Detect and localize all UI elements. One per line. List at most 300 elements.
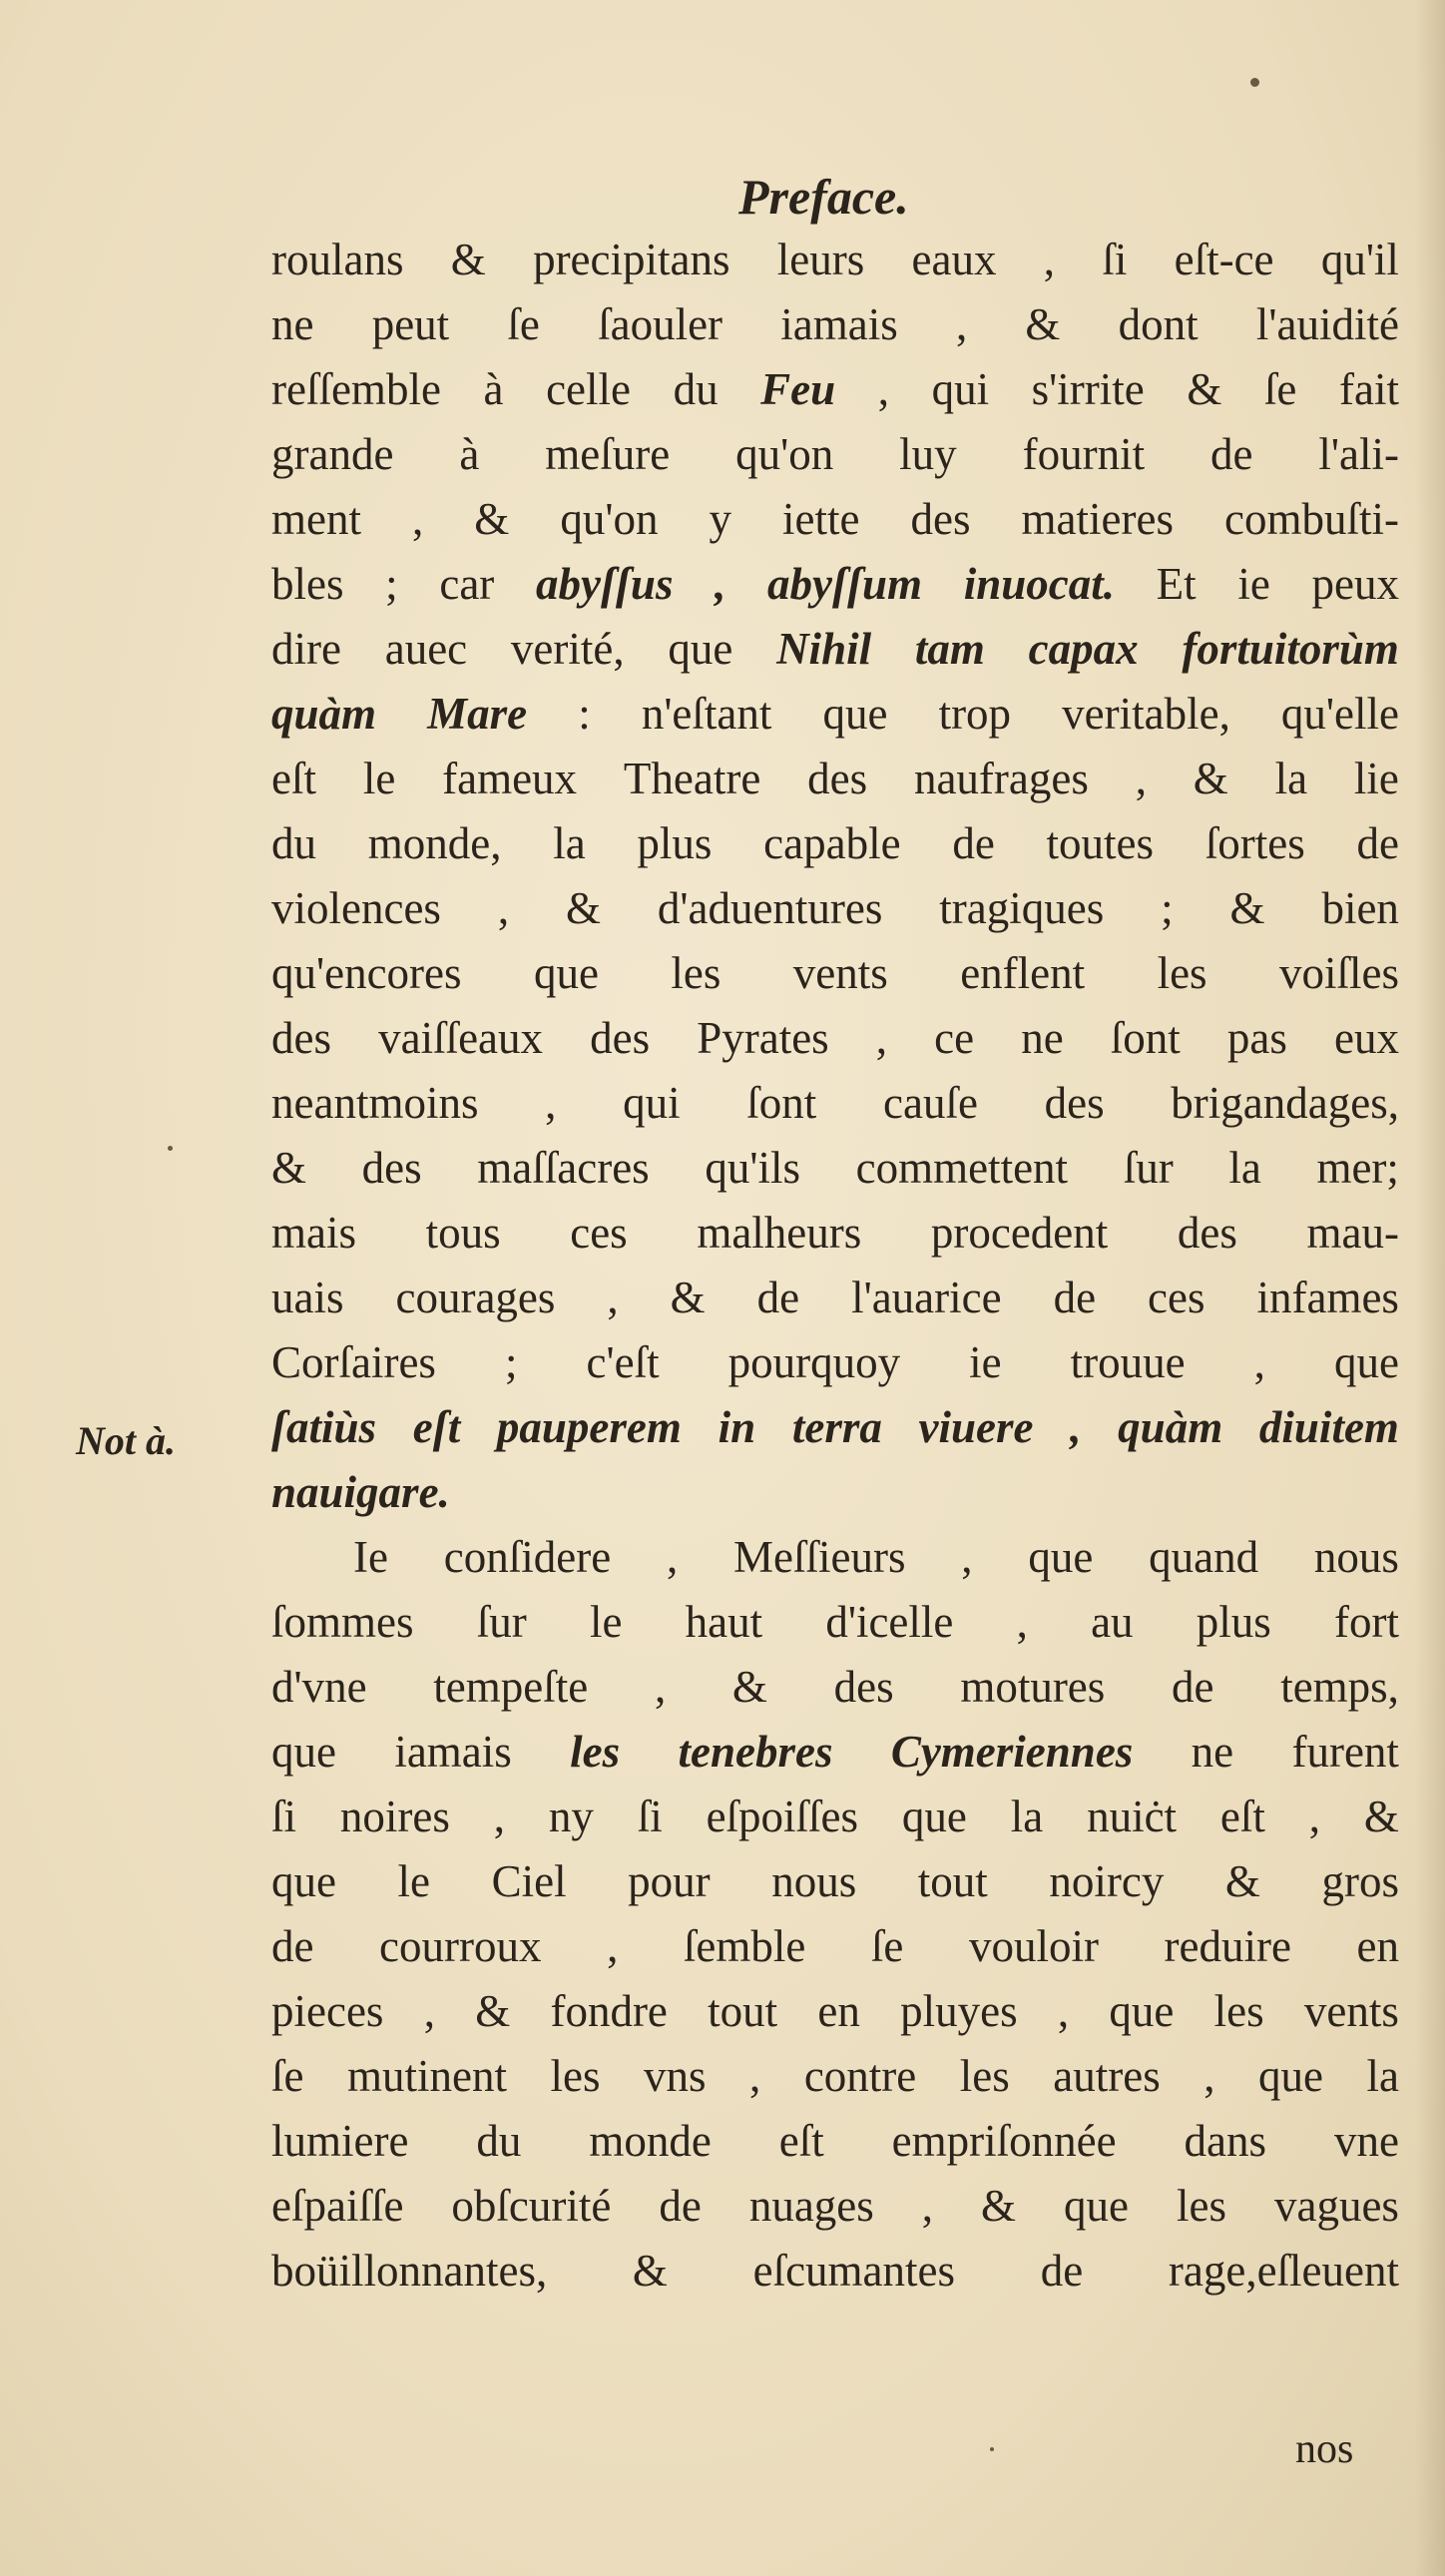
word: mais xyxy=(271,1208,356,1258)
word: les xyxy=(1157,948,1207,998)
word: eux xyxy=(1333,1013,1399,1063)
word: vns xyxy=(644,2051,707,2101)
word: ſe xyxy=(507,299,540,349)
word: de xyxy=(1356,818,1399,868)
word: & xyxy=(271,1143,307,1193)
word: les xyxy=(959,2051,1010,2101)
word: Ie xyxy=(353,1532,388,1582)
text-line xyxy=(271,2174,1399,2239)
word: & xyxy=(475,1986,511,2036)
word: leurs xyxy=(776,235,865,284)
word: des xyxy=(910,494,971,544)
word: naufrages xyxy=(913,754,1089,803)
word: de xyxy=(952,818,995,868)
word: enflent xyxy=(960,948,1086,998)
word: ſi xyxy=(637,1792,663,1841)
word: vouloir xyxy=(968,1921,1099,1971)
word: conſidere xyxy=(443,1532,612,1582)
word: tam xyxy=(914,624,985,674)
word: Pyrates xyxy=(697,1013,829,1063)
text-line xyxy=(271,1330,1399,1395)
word: maſſacres xyxy=(477,1143,650,1193)
word: veritable, xyxy=(1062,689,1230,739)
word: terra xyxy=(791,1402,882,1452)
word: procedent xyxy=(930,1208,1109,1258)
word: & xyxy=(981,2181,1017,2231)
word: eſpoiſſes xyxy=(706,1792,859,1841)
word: tenebres xyxy=(678,1727,833,1777)
word: ſont xyxy=(1110,1013,1181,1063)
word: eſt xyxy=(412,1402,461,1452)
word: commettent xyxy=(855,1143,1069,1193)
word: de xyxy=(271,1921,314,1971)
word: nous xyxy=(1313,1532,1399,1582)
word: vents xyxy=(792,948,888,998)
word: l'auidité xyxy=(1255,299,1399,349)
word: ie xyxy=(1237,559,1270,609)
word: matieres xyxy=(1021,494,1174,544)
word: que xyxy=(271,1727,336,1777)
text-line xyxy=(271,1266,1399,1330)
word: , xyxy=(545,1078,557,1128)
word: plus xyxy=(637,818,713,868)
text-line xyxy=(271,2239,1399,2304)
word: les xyxy=(671,948,722,998)
text-line xyxy=(271,1460,1399,1525)
word: voiſles xyxy=(1278,948,1399,998)
word: & xyxy=(1363,1792,1399,1841)
word: c'eſt xyxy=(586,1337,660,1387)
text-line xyxy=(271,2109,1399,2174)
word: Corſaires xyxy=(271,1337,436,1387)
word: qui xyxy=(623,1078,681,1128)
word: des xyxy=(833,1662,894,1712)
word: des xyxy=(1177,1208,1237,1258)
word: cauſe xyxy=(883,1078,978,1128)
word: & xyxy=(474,494,510,544)
word: de xyxy=(1210,429,1253,479)
word: trop xyxy=(938,689,1012,739)
word: , xyxy=(1070,1402,1082,1452)
word: inuocat. xyxy=(963,559,1115,609)
word: Theatre xyxy=(623,754,761,803)
word: vagues xyxy=(1273,2181,1399,2231)
word: abyſſus xyxy=(535,559,674,609)
word: pourquoy xyxy=(727,1337,901,1387)
word: , xyxy=(1135,754,1147,803)
text-line xyxy=(271,1655,1399,1720)
word: que xyxy=(1258,2051,1323,2101)
word: ſont xyxy=(746,1078,817,1128)
word: vents xyxy=(1303,1986,1399,2036)
word: ſi xyxy=(271,1792,297,1841)
word: Ciel xyxy=(491,1856,567,1906)
text-line xyxy=(271,1849,1399,1914)
word: lie xyxy=(1353,754,1399,803)
word: ; xyxy=(504,1337,518,1387)
word: qui xyxy=(931,364,990,414)
word: dont xyxy=(1118,299,1199,349)
word: , xyxy=(607,1921,619,1971)
word: haut xyxy=(685,1597,763,1647)
word: contre xyxy=(803,2051,917,2101)
body-text xyxy=(271,228,1399,2304)
word: & xyxy=(1224,1856,1260,1906)
word: , xyxy=(715,559,726,609)
word: car xyxy=(439,559,495,609)
word: vne xyxy=(1333,2116,1399,2166)
word: du xyxy=(476,2116,522,2166)
word: iette xyxy=(782,494,860,544)
word: s'irrite xyxy=(1031,364,1145,414)
word: diuitem xyxy=(1258,1402,1399,1452)
word: : xyxy=(578,689,591,739)
word: de xyxy=(1053,1273,1097,1322)
word: des xyxy=(271,1013,331,1063)
page-edge-shadow xyxy=(1415,0,1445,2576)
word: ſatiùs xyxy=(271,1402,377,1452)
word: la xyxy=(1228,1143,1261,1193)
word: reſſemble xyxy=(271,364,441,414)
word: infames xyxy=(1256,1273,1399,1322)
word: tout xyxy=(708,1986,778,2036)
word: qu'ils xyxy=(705,1143,800,1193)
word: & xyxy=(632,2246,668,2296)
word: & xyxy=(670,1273,706,1322)
word: ſe xyxy=(1263,364,1297,414)
word: tragiques xyxy=(939,883,1105,933)
word: lumiere xyxy=(271,2116,409,2166)
word: pour xyxy=(628,1856,711,1906)
word: obſcurité xyxy=(451,2181,612,2231)
word: peux xyxy=(1311,559,1399,609)
word: les xyxy=(550,2051,601,2101)
word: que xyxy=(533,948,599,998)
word: que xyxy=(1028,1532,1094,1582)
word: celle xyxy=(546,364,631,414)
text-line xyxy=(271,1136,1399,1201)
word: viuere xyxy=(918,1402,1034,1452)
word: & xyxy=(731,1662,767,1712)
word: que xyxy=(668,624,733,674)
word: à xyxy=(459,429,480,479)
word: le xyxy=(362,754,396,803)
word: meſure xyxy=(545,429,671,479)
word: , xyxy=(654,1662,667,1712)
word: capable xyxy=(763,818,901,868)
text-line xyxy=(271,1071,1399,1136)
word: Cymeriennes xyxy=(890,1727,1134,1777)
word: pas xyxy=(1226,1013,1287,1063)
word: ny xyxy=(548,1792,594,1841)
word: monde, xyxy=(367,818,502,868)
word: boüillonnantes, xyxy=(271,2246,548,2296)
word: , xyxy=(1253,1337,1265,1387)
word: , xyxy=(875,1013,888,1063)
word: des xyxy=(807,754,868,803)
word: , xyxy=(497,883,510,933)
word: grande xyxy=(271,429,394,479)
word: Meſſieurs xyxy=(733,1532,906,1582)
word: uais xyxy=(271,1273,344,1322)
word: bien xyxy=(1321,883,1399,933)
word: , xyxy=(961,1532,973,1582)
margin-note: Not à. xyxy=(76,1418,176,1463)
word: auec xyxy=(384,624,468,674)
word: que xyxy=(901,1792,967,1841)
word: verité, xyxy=(510,624,625,674)
word: le xyxy=(397,1856,431,1906)
text-line xyxy=(271,1525,1399,1590)
ink-speck xyxy=(990,2447,994,2451)
word: furent xyxy=(1291,1727,1399,1777)
word: trouue xyxy=(1070,1337,1186,1387)
text-line xyxy=(271,747,1399,811)
word: eſpaiſſe xyxy=(271,2181,404,2231)
word: la xyxy=(1366,2051,1399,2101)
word: Mare xyxy=(427,689,528,739)
word: les xyxy=(1213,1986,1264,2036)
word: fournit xyxy=(1022,429,1146,479)
word: , xyxy=(423,1986,435,2036)
word: ne xyxy=(1021,1013,1064,1063)
word: gros xyxy=(1321,1856,1399,1906)
word: , xyxy=(877,364,889,414)
word: pluyes xyxy=(900,1986,1018,2036)
word: des xyxy=(590,1013,651,1063)
word: & xyxy=(450,235,486,284)
word: quàm xyxy=(1118,1402,1223,1452)
text-line xyxy=(271,682,1399,747)
word: , xyxy=(749,2051,761,2101)
catchword: nos xyxy=(1295,2426,1354,2472)
text-line xyxy=(271,1201,1399,1266)
word: toutes xyxy=(1046,818,1155,868)
running-header: Preface. xyxy=(738,169,909,225)
text-line xyxy=(271,1590,1399,1655)
word: tout xyxy=(917,1856,988,1906)
word: bles xyxy=(271,559,344,609)
word: fameux xyxy=(442,754,578,803)
word: qu'on xyxy=(735,429,834,479)
word: & xyxy=(1025,299,1061,349)
word: reduire xyxy=(1164,1921,1291,1971)
word: & xyxy=(565,883,601,933)
word: noircy xyxy=(1049,1856,1165,1906)
word: rage,eſleuent xyxy=(1168,2246,1399,2296)
word: luy xyxy=(899,429,957,479)
word: precipitans xyxy=(533,235,730,284)
word: les xyxy=(1176,2181,1226,2231)
word: , xyxy=(493,1792,505,1841)
word: ; xyxy=(1161,883,1174,933)
word: courroux xyxy=(379,1921,542,1971)
text-line xyxy=(271,617,1399,682)
word: empriſonnée xyxy=(891,2116,1117,2166)
text-line xyxy=(271,1979,1399,2044)
text-line xyxy=(271,422,1399,487)
word: quàm xyxy=(271,689,377,739)
text-line xyxy=(271,1914,1399,1979)
text-line xyxy=(271,552,1399,617)
word: que xyxy=(1109,1986,1175,2036)
word: tempeſte xyxy=(433,1662,589,1712)
word: ie xyxy=(969,1337,1002,1387)
word: qu'encores xyxy=(271,948,462,998)
word: , xyxy=(921,2181,934,2231)
word: monde xyxy=(589,2116,712,2166)
word: d'icelle xyxy=(825,1597,954,1647)
word: , xyxy=(1057,1986,1070,2036)
text-line xyxy=(271,487,1399,552)
word: roulans xyxy=(271,235,404,284)
word: temps, xyxy=(1280,1662,1399,1712)
word: fortuitorùm xyxy=(1182,624,1399,674)
word: brigandages, xyxy=(1171,1078,1399,1128)
text-line xyxy=(271,292,1399,357)
word: pieces xyxy=(271,1986,384,2036)
word: & xyxy=(1187,364,1222,414)
word: tous xyxy=(425,1208,501,1258)
text-line xyxy=(271,2044,1399,2109)
word: ſur xyxy=(476,1597,527,1647)
word: peut xyxy=(371,299,450,349)
word: Feu xyxy=(760,364,836,414)
word: que xyxy=(271,1856,336,1906)
word: mutinent xyxy=(347,2051,507,2101)
word: , xyxy=(1204,2051,1215,2101)
word: nuages xyxy=(748,2181,874,2231)
word: ſaouler xyxy=(598,299,723,349)
word: dire xyxy=(271,624,341,674)
word: mau- xyxy=(1306,1208,1399,1258)
word: ment xyxy=(271,494,361,544)
word: de xyxy=(659,2181,702,2231)
text-line xyxy=(271,1395,1399,1460)
word: capax xyxy=(1028,624,1139,674)
word: des xyxy=(1044,1078,1105,1128)
word: vaiſſeaux xyxy=(378,1013,544,1063)
word: de xyxy=(756,1273,800,1322)
word: autres xyxy=(1053,2051,1161,2101)
word: Et xyxy=(1156,559,1197,609)
word: nous xyxy=(771,1856,857,1906)
word: ſe xyxy=(271,2051,304,2101)
word: au xyxy=(1091,1597,1134,1647)
word: plus xyxy=(1196,1597,1271,1647)
word: pauperem xyxy=(496,1402,682,1452)
word: du xyxy=(271,818,316,868)
word: , xyxy=(412,494,424,544)
word: de xyxy=(1172,1662,1214,1712)
word: combuſti- xyxy=(1224,494,1399,544)
word: l'auarice xyxy=(851,1273,1002,1322)
word: d'aduentures xyxy=(657,883,883,933)
word: abyſſum xyxy=(767,559,923,609)
word: violences xyxy=(271,883,441,933)
word: des xyxy=(361,1143,422,1193)
word: malheurs xyxy=(697,1208,862,1258)
word: , xyxy=(607,1273,619,1322)
word: ne xyxy=(1191,1727,1234,1777)
word: qu'on xyxy=(560,494,659,544)
word: fondre xyxy=(550,1986,668,2036)
word: que xyxy=(822,689,888,739)
word: la xyxy=(553,818,586,868)
ink-speck xyxy=(168,1146,173,1151)
text-line xyxy=(271,357,1399,422)
word: mer; xyxy=(1316,1143,1399,1193)
word: fait xyxy=(1338,364,1399,414)
word: y xyxy=(709,494,731,544)
word: nauigare. xyxy=(271,1467,450,1517)
word: le xyxy=(589,1597,623,1647)
word: , xyxy=(1308,1792,1321,1841)
word: iamais xyxy=(394,1727,512,1777)
word: ſortes xyxy=(1204,818,1305,868)
word: ; xyxy=(385,559,398,609)
word: iamais xyxy=(780,299,898,349)
word: eſt xyxy=(271,754,316,803)
word: , xyxy=(666,1532,679,1582)
word: eſt xyxy=(778,2116,824,2166)
word: ſemble xyxy=(683,1921,806,1971)
text-line xyxy=(271,876,1399,941)
word: , xyxy=(955,299,968,349)
word: ce xyxy=(934,1013,975,1063)
word: ne xyxy=(271,299,314,349)
word: , xyxy=(1043,235,1056,284)
word: d'vne xyxy=(271,1662,367,1712)
word: les xyxy=(570,1727,621,1777)
word: dans xyxy=(1184,2116,1267,2166)
word: neantmoins xyxy=(271,1078,479,1128)
word: Nihil xyxy=(776,624,872,674)
word: à xyxy=(483,364,504,414)
text-line xyxy=(271,1785,1399,1849)
text-line xyxy=(271,1006,1399,1071)
word: la xyxy=(1010,1792,1044,1841)
word: du xyxy=(673,364,719,414)
word: motures xyxy=(960,1662,1106,1712)
word: que xyxy=(1064,2181,1129,2231)
word: in xyxy=(718,1402,756,1452)
word: ces xyxy=(570,1208,628,1258)
text-line xyxy=(271,1720,1399,1785)
word: en xyxy=(1356,1921,1399,1971)
word: eſcumantes xyxy=(752,2246,956,2296)
word: de xyxy=(1040,2246,1084,2296)
word: courages xyxy=(395,1273,556,1322)
word: eſt xyxy=(1219,1792,1265,1841)
word: ſommes xyxy=(271,1597,414,1647)
word: ſe xyxy=(870,1921,904,1971)
word: qu'elle xyxy=(1280,689,1399,739)
word: fort xyxy=(1334,1597,1399,1647)
word: la xyxy=(1274,754,1308,803)
word: eaux xyxy=(911,235,997,284)
text-line xyxy=(271,941,1399,1006)
word: & xyxy=(1193,754,1228,803)
word: nuiċt xyxy=(1087,1792,1178,1841)
word: ſi xyxy=(1102,235,1128,284)
word: noires xyxy=(339,1792,450,1841)
word: que xyxy=(1333,1337,1399,1387)
word: eſt-ce xyxy=(1174,235,1274,284)
word: n'eſtant xyxy=(641,689,772,739)
text-line xyxy=(271,228,1399,292)
word: ces xyxy=(1148,1273,1205,1322)
